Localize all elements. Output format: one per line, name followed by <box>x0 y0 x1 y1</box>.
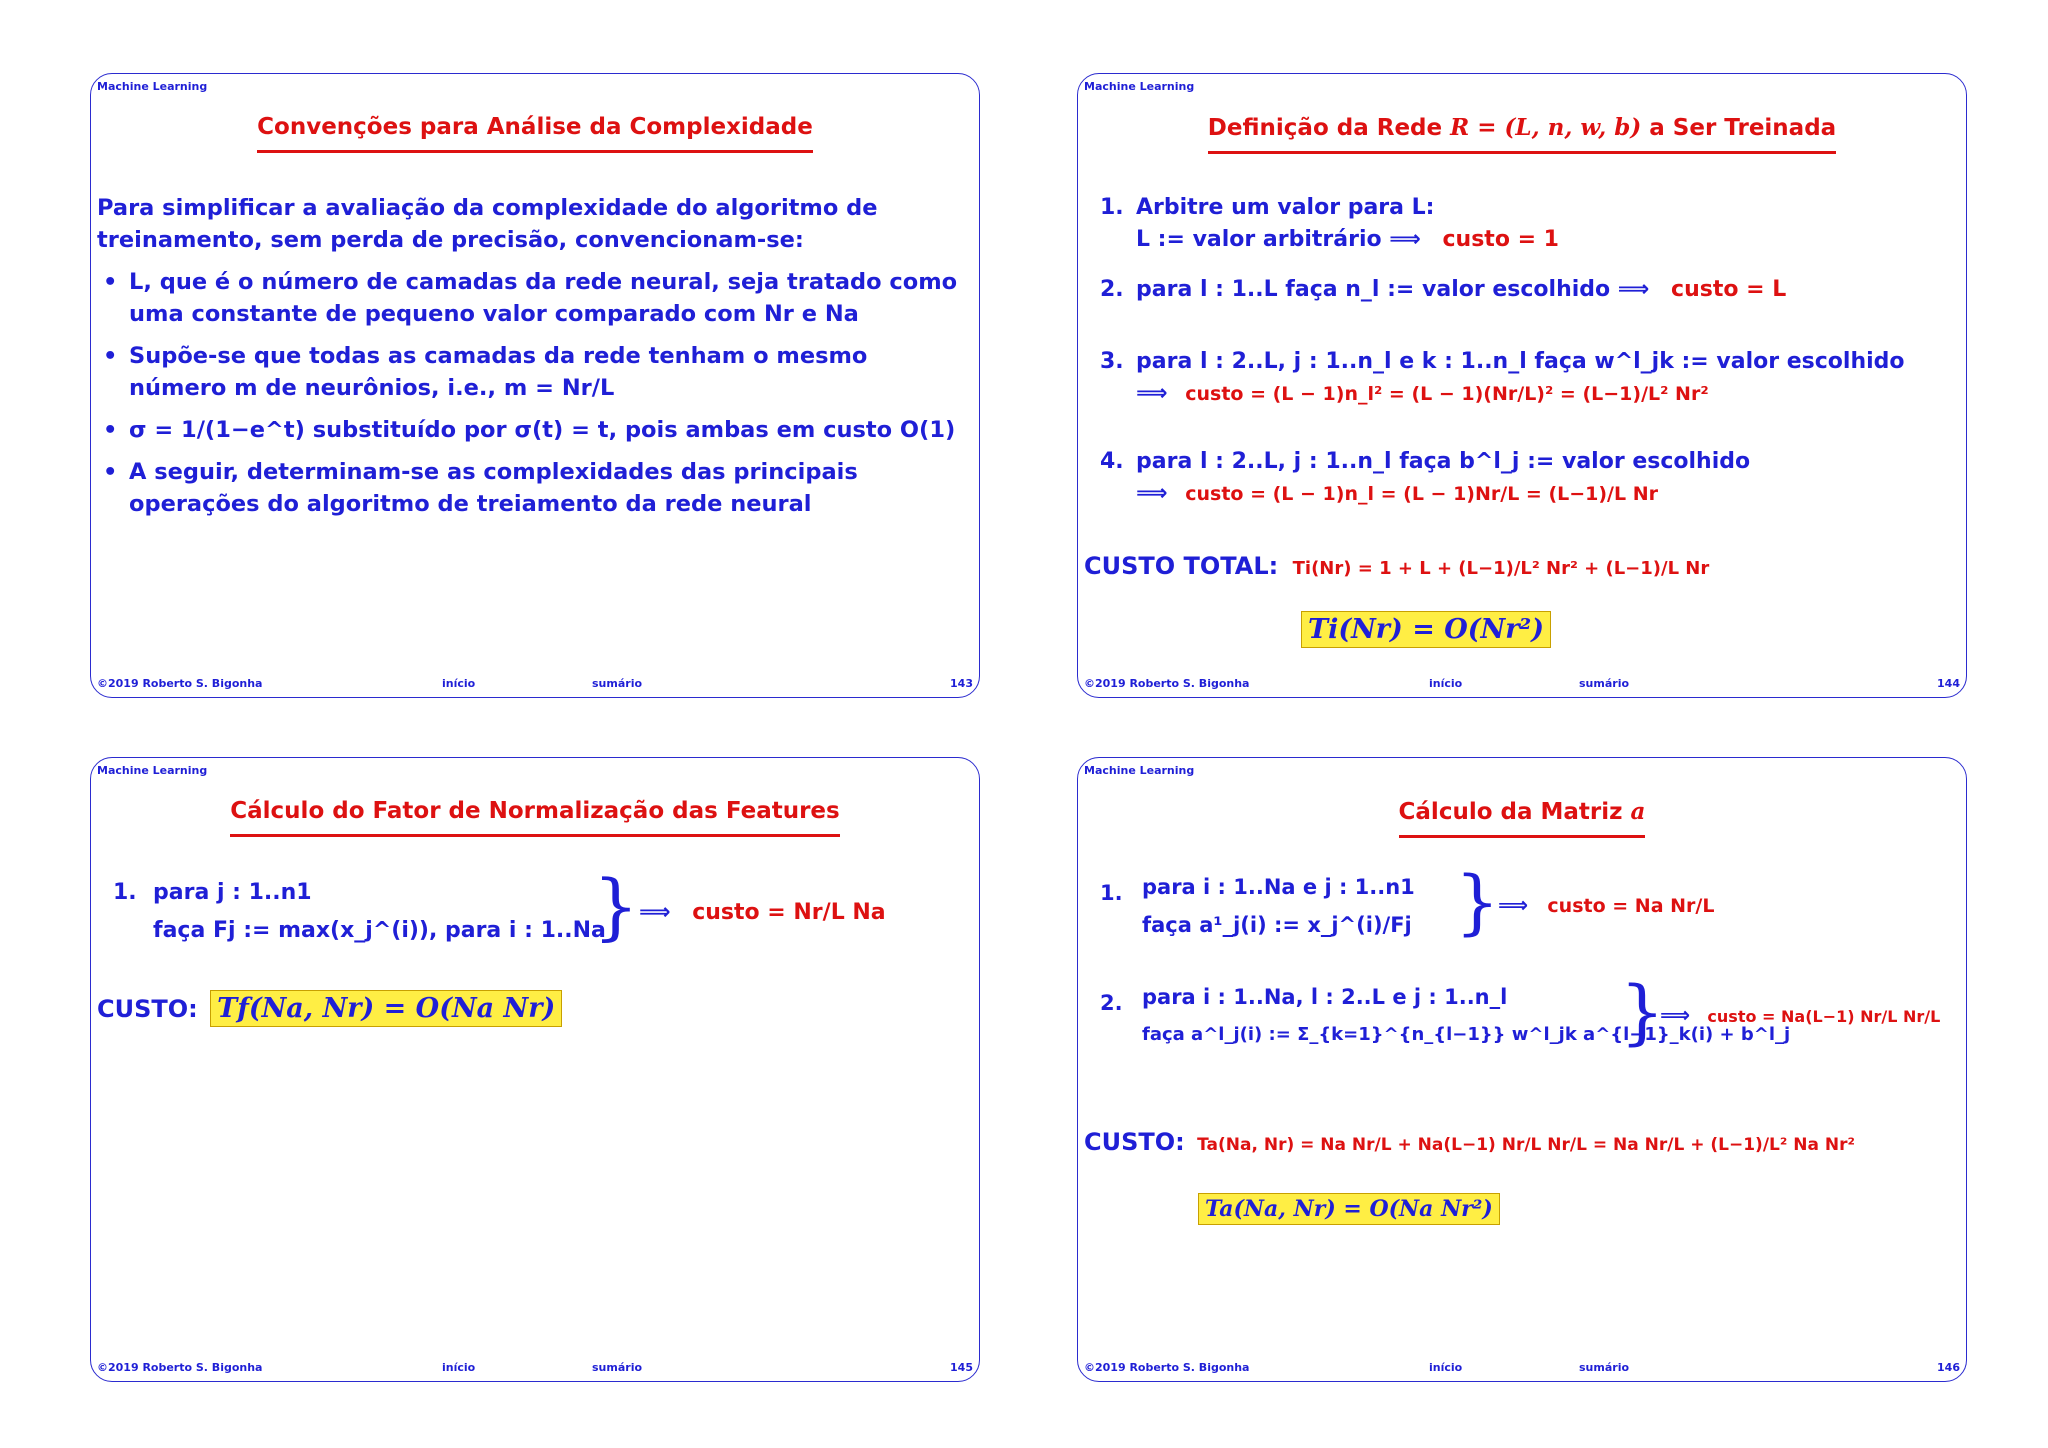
item-2: 2. para i : 1..Na, l : 2..L e j : 1..n_l faça a^l_j(i) := Σ_{k=1}^{n_{l−1}} w^l_jk a^{l−1}_k(i) + b^l_j } ⟹ custo = Na(L−1) Nr/L Nr/L <box>1100 971 1941 1053</box>
sumario-link[interactable]: sumário <box>1579 1361 1630 1374</box>
slide-body <box>1100 192 1946 510</box>
slide-footer <box>1084 1361 1960 1375</box>
cost-text: custo = Na(L−1) Nr/L Nr/L <box>1707 1007 1941 1026</box>
sumario-link[interactable]: sumário <box>592 1361 643 1374</box>
cost-text: custo = L <box>1671 277 1787 302</box>
slide-146 <box>1077 757 1967 1382</box>
slide-title: Convenções para Análise da Complexidade <box>91 114 979 153</box>
item-4: 4. para l : 2..L, j : 1..n_l faça b^l_j := valor escolhido ⟹ custo = (L − 1)n_l = (L − 1)Nr/L = (L−1)/L Nr <box>1100 449 1751 506</box>
inicio-link[interactable]: início <box>1429 677 1463 690</box>
intro-text: Para simplificar a avaliação da complexidade do algoritmo de treinamento, sem perda de precisão, convencionam-se: <box>97 195 878 253</box>
bullet-1: • L, que é o número de camadas da rede neural, seja tratado como uma constante de pequeno valor comparado com Nr e Na <box>97 266 959 330</box>
item-1: 1. para i : 1..Na e j : 1..n1 faça a¹_j(i) := x_j^(i)/Fj } ⟹ custo = Na Nr/L <box>1100 861 1715 943</box>
total-cost: CUSTO: Ta(Na, Nr) = Na Nr/L + Na(L−1) Nr/L Nr/L = Na Nr/L + (L−1)/L² Na Nr² <box>1084 1128 1855 1156</box>
copyright: ©2019 Roberto S. Bigonha <box>1084 677 1250 690</box>
page-number: 144 <box>1937 677 1960 690</box>
slide-footer <box>1084 677 1960 691</box>
bullet-3: • σ = 1/(1−e^t) substituído por σ(t) = t, pois ambas em custo O(1) <box>97 414 959 446</box>
slide-footer <box>97 677 973 691</box>
sumario-link[interactable]: sumário <box>592 677 643 690</box>
slide-title: Cálculo da Matriz a <box>1078 798 1966 838</box>
result-box: Ta(Na, Nr) = O(Na Nr²) <box>1198 1193 1500 1225</box>
slide-143 <box>90 73 980 698</box>
slide-header: Machine Learning <box>97 80 208 93</box>
slide-header: Machine Learning <box>1084 764 1195 777</box>
slide-body <box>1100 861 1946 1058</box>
slide-145 <box>90 757 980 1382</box>
bullet-2: • Supõe-se que todas as camadas da rede tenham o mesmo número m de neurônios, i.e., m = Nr/L <box>97 340 959 404</box>
item-1: 1. Arbitre um valor para L: L := valor arbitrário ⟹ custo = 1 <box>1100 195 1559 252</box>
item-2: 2. para l : 1..L faça n_l := valor escolhido ⟹ custo = L <box>1100 277 1787 302</box>
slide-title: Cálculo do Fator de Normalização das Features <box>91 798 979 837</box>
cost-text: custo = Nr/L Na <box>692 900 886 925</box>
slide-header: Machine Learning <box>97 764 208 777</box>
total-cost: CUSTO TOTAL: Ti(Nr) = 1 + L + (L−1)/L² Nr² + (L−1)/L Nr <box>1084 552 1710 580</box>
right-brace: } <box>593 864 639 948</box>
item-1: 1. para j : 1..n1 faça Fj := max(x_j^(i)), para i : 1..Na } ⟹ custo = Nr/L Na <box>113 864 886 948</box>
slide-body <box>97 192 959 520</box>
slide-header: Machine Learning <box>1084 80 1195 93</box>
total-cost: CUSTO: Tf(Na, Nr) = O(Na Nr) <box>97 990 562 1027</box>
inicio-link[interactable]: início <box>442 677 476 690</box>
inicio-link[interactable]: início <box>442 1361 476 1374</box>
bullet-4: • A seguir, determinam-se as complexidades das principais operações do algoritmo de treiamento da rede neural <box>97 456 959 520</box>
cost-text: custo = (L − 1)n_l² = (L − 1)(Nr/L)² = (L−1)/L² Nr² <box>1185 383 1709 405</box>
inicio-link[interactable]: início <box>1429 1361 1463 1374</box>
right-brace: } <box>1620 971 1665 1053</box>
sumario-link[interactable]: sumário <box>1579 677 1630 690</box>
copyright: ©2019 Roberto S. Bigonha <box>97 1361 263 1374</box>
cost-text: custo = 1 <box>1442 227 1559 252</box>
page-number: 145 <box>950 1361 973 1374</box>
page-number: 146 <box>1937 1361 1960 1374</box>
copyright: ©2019 Roberto S. Bigonha <box>1084 1361 1250 1374</box>
cost-text: custo = Na Nr/L <box>1547 895 1715 917</box>
right-brace: } <box>1455 861 1500 943</box>
cost-text: custo = (L − 1)n_l = (L − 1)Nr/L = (L−1)/L Nr <box>1185 483 1658 505</box>
slide-title: Definição da Rede R = (L, n, w, b) a Ser Treinada <box>1078 114 1966 154</box>
copyright: ©2019 Roberto S. Bigonha <box>97 677 263 690</box>
slide-footer <box>97 1361 973 1375</box>
slide-144 <box>1077 73 1967 698</box>
page-number: 143 <box>950 677 973 690</box>
item-3: 3. para l : 2..L, j : 1..n_l e k : 1..n_l faça w^l_jk := valor escolhido ⟹ custo = (L − 1)n_l² = (L − 1)(Nr/L)² = (L−1)/L² Nr² <box>1100 349 1905 406</box>
result-box: Ti(Nr) = O(Nr²) <box>1301 611 1551 648</box>
